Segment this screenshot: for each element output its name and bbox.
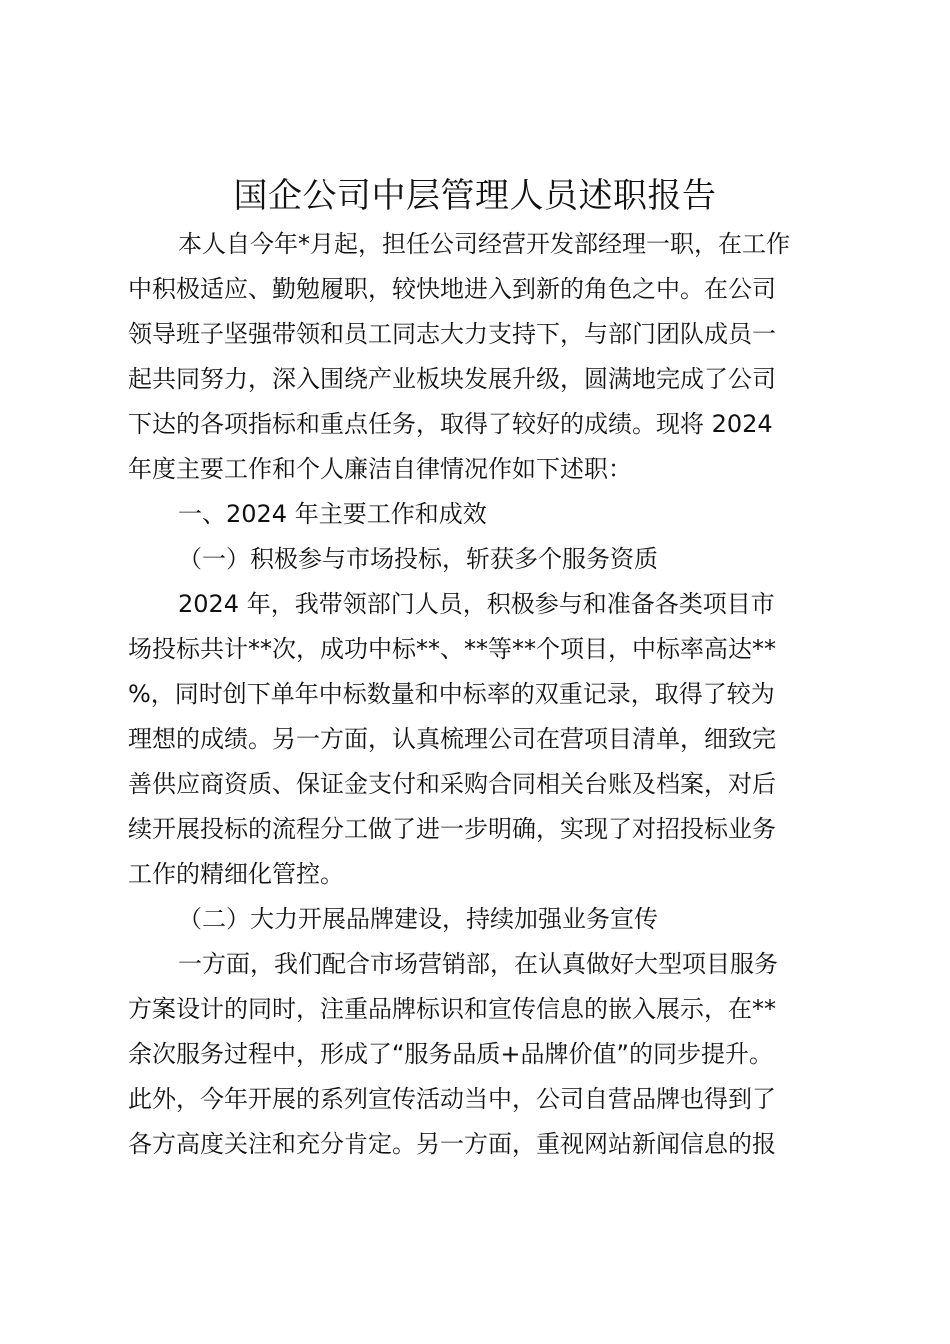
subsection-heading-2: （二）大力开展品牌建设，持续加强业务宣传 (178, 905, 658, 933)
paragraph-bidding-line-3: %，同时创下单年中标数量和中标率的双重记录，取得了较为 (128, 680, 775, 708)
paragraph-intro-line-4: 起共同努力，深入围绕产业板块发展升级，圆满地完成了公司 (128, 365, 776, 393)
section-heading-1: 一、2024 年主要工作和成效 (178, 500, 487, 528)
paragraph-bidding-line-4: 理想的成绩。另一方面，认真梳理公司在营项目清单，细致完 (128, 725, 776, 753)
document-title: 国企公司中层管理人员述职报告 (233, 176, 717, 216)
paragraph-bidding-line-2: 场投标共计**次，成功中标**、**等**个项目，中标率高达** (128, 635, 776, 663)
paragraph-intro-line-3: 领导班子坚强带领和员工同志大力支持下，与部门团队成员一 (128, 320, 776, 348)
paragraph-brand-line-1: 一方面，我们配合市场营销部，在认真做好大型项目服务 (178, 950, 778, 978)
paragraph-brand-line-3: 余次服务过程中，形成了“服务品质+品牌价值”的同步提升。 (128, 1040, 773, 1068)
paragraph-intro-line-1: 本人自今年*月起，担任公司经营开发部经理一职，在工作 (178, 230, 790, 258)
paragraph-brand-line-2: 方案设计的同时，注重品牌标识和宣传信息的嵌入展示，在** (128, 995, 776, 1023)
paragraph-intro-line-5: 下达的各项指标和重点任务，取得了较好的成绩。现将 2024 (128, 410, 773, 438)
paragraph-bidding-line-5: 善供应商资质、保证金支付和采购合同相关台账及档案，对后 (128, 770, 776, 798)
paragraph-intro-line-6: 年度主要工作和个人廉洁自律情况作如下述职： (128, 455, 632, 483)
subsection-heading-1: （一）积极参与市场投标，斩获多个服务资质 (178, 545, 658, 573)
paragraph-bidding-line-7: 工作的精细化管控。 (128, 860, 344, 888)
paragraph-brand-line-4: 此外，今年开展的系列宣传活动当中，公司自营品牌也得到了 (128, 1085, 776, 1113)
paragraph-brand-line-5: 各方高度关注和充分肯定。另一方面，重视网站新闻信息的报 (128, 1130, 776, 1158)
paragraph-bidding-line-6: 续开展投标的流程分工做了进一步明确，实现了对招投标业务 (128, 815, 776, 843)
paragraph-bidding-line-1: 2024 年，我带领部门人员，积极参与和准备各类项目市 (178, 590, 775, 618)
paragraph-intro-line-2: 中积极适应、勤勉履职，较快地进入到新的角色之中。在公司 (128, 275, 776, 303)
